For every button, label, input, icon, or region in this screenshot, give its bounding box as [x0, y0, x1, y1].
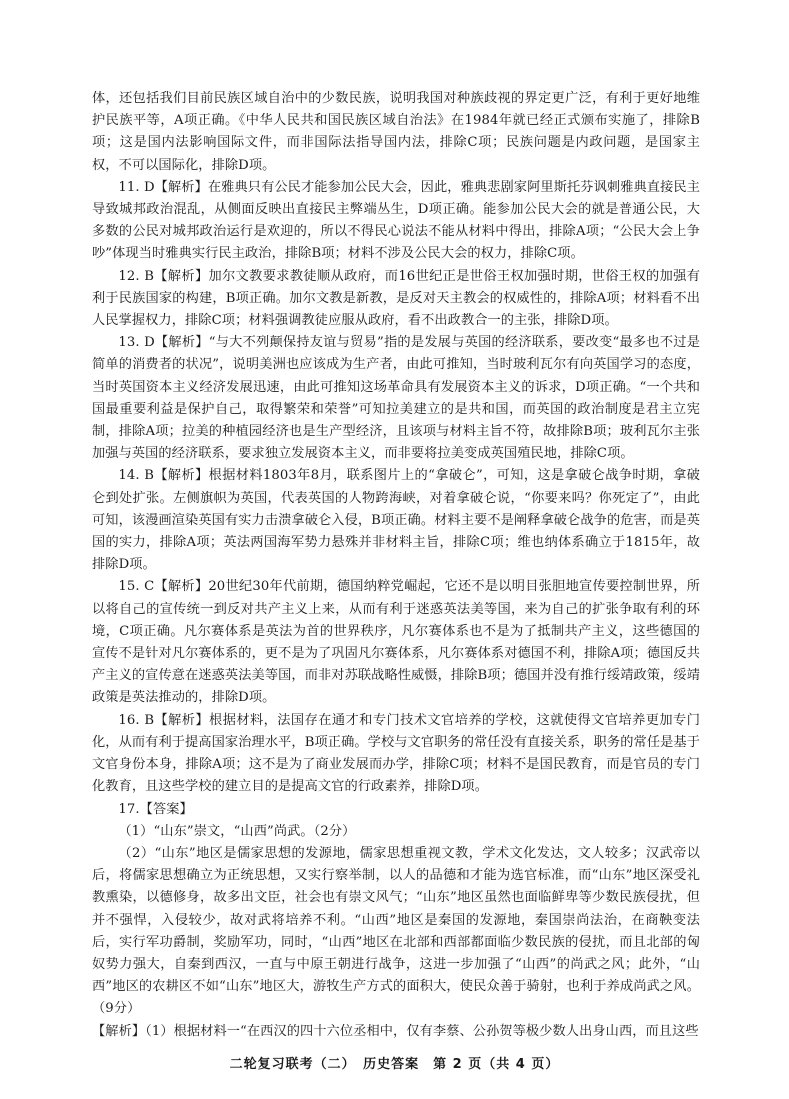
answer-body — [92, 88, 700, 1043]
paragraph-q16: 16. B【解析】根据材料，法国存在通才和专门技术文官培养的学校，这就使得文官培养更加专门化，从而有利于提高国家治理水平，B项正确。学校与文官职务的常任没有直接关系，职务的常任是基于文官身份本身，排除A项；这不是为了商业发展而办学，排除C项；材料不是国民教育，而是官员的专门化教育，且这些学校的建立目的是提高文官的行政素养，排除D项。 — [92, 712, 700, 795]
paragraph-q17-answer-1: （1）“山东”崇文，“山西”尚武。（2分） — [118, 823, 356, 839]
paragraph-q17-analysis: 【解析】（1）根据材料一“在西汉的四十六位丞相中，仅有李蔡、公孙贺等极少数人出身山西，而且这些 — [92, 1023, 699, 1039]
paragraph-q12: 12. B【解析】加尔文教要求教徒顺从政府，而16世纪正是世俗王权加强时期，世俗王权的加强有利于民族国家的构建，B项正确。加尔文教是新教，是反对天主教会的权威性的，排除A项；材料看不出人民掌握权力，排除C项；材料强调教徒应服从政府，看不出政教合一的主张，排除D项。 — [92, 268, 700, 329]
paragraph-q17-heading: 17.【答案】 — [118, 801, 193, 817]
paragraph-continuation-10: 体，还包括我们目前民族区域自治中的少数民族，说明我国对种族歧视的界定更广泛，有利于更好地维护民族平等，A项正确。《中华人民共和国民族区域自治法》在1984年就已经正式颁布实施了，排除B项；这是国内法影响国际文件，而非国际法指导国内法，排除C项；民族问题是内政问题，是国家主权，不可以国际化，排除D项。 — [92, 91, 700, 173]
paragraph-q13: 13. D【解析】“与大不列颠保持友谊与贸易”指的是发展与英国的经济联系，要改变“最多也不过是简单的消费者的状况”，说明美洲也应该成为生产者，由此可推知，当时玻利瓦尔有向英国学习的态度，当时英国资本主义经济发展迅速，由此可推知这场革命具有发展资本主义的诉求，D项正确。“一个共和国最重要利益是保护自己，取得繁荣和荣誉”可知拉美建立的是共和国，而英国的政治制度是君主立宪制，排除A项；拉美的种植园经济也是生产型经济，且该项与材料主旨不符，故排除B项；玻利瓦尔主张加强与英国的经济联系，要求独立发展资本主义，而非要将拉美变成英国殖民地，排除C项。 — [92, 335, 700, 462]
paragraph-q14: 14. B【解析】根据材料1803年8月，联系图片上的“拿破仑”，可知，这是拿破仑战争时期，拿破仑到处扩张。左侧旗帜为英国，代表英国的人物跨海峡，对着拿破仑说，“你要来吗？你死定了”，由此可知，该漫画渲染英国有实力击溃拿破仑入侵，B项正确。材料主要不是阐释拿破仑战争的危害，而是英国的实力，排除A项；英法两国海军势力悬殊并非材料主旨，排除C项；维也纳体系确立于1815年，故排除D项。 — [92, 468, 700, 573]
paragraph-q11: 11. D【解析】在雅典只有公民才能参加公民大会，因此，雅典悲剧家阿里斯托芬讽刺雅典直接民主导致城邦政治混乱，从侧面反映出直接民主弊端丛生，D项正确。能参加公民大会的就是普通公民，大多数的公民对城邦政治运行是欢迎的，所以不得民心说法不能从材料中得出，排除A项；“公民大会上争吵”体现当时雅典实行民主政治，排除B项；材料不涉及公民大会的权力，排除C项。 — [92, 179, 700, 262]
page-footer: 二轮复习联考（二） 历史答案 第 2 页（共 4 页） — [229, 1057, 560, 1072]
paragraph-q15: 15. C【解析】20世纪30年代前期，德国纳粹党崛起，它还不是以明目张胆地宣传要控制世界，所以将自己的宣传统一到反对共产主义上来，从而有利于迷惑英法美等国，来为自己的扩张争取有利的环境，C项正确。凡尔赛体系是英法为首的世界秩序，凡尔赛体系也不是为了抵制共产主义，这些德国的宣传不是针对凡尔赛体系的，更不是为了巩固凡尔赛体系，凡尔赛体系对德国不利，排除A项；德国反共产主义的宣传意在迷惑英法美等国，而非对苏联战略性威慑，排除B项；德国并没有推行绥靖政策，绥靖政策是英法推动的，排除D项。 — [92, 579, 700, 706]
paragraph-q17-answer-2: （2）“山东”地区是儒家思想的发源地，儒家思想重视文教，学术文化发达，文人较多；汉武帝以后，将儒家思想确立为正统思想，又实行察举制，以人的品德和才能为选官标准，而“山东”地区深受礼教熏染，以德修身，故多出文臣，社会也有崇文风气；“山东”地区虽然也面临鲜卑等少数民族侵扰，但并不强悍，入侵较少，故对武将培养不利。“山西”地区是秦国的发源地，秦国崇尚法治，在商鞅变法后，实行军功爵制，奖励军功，同时，“山西”地区在北部和西部都面临少数民族的侵扰，而且北部的匈奴势力强大，自秦到西汉，一直与中原王朝进行战争，这进一步加强了“山西”的尚武之风；此外，“山西”地区的农耕区不如“山东”地区大，游牧生产方式的面积大，使民众善于骑射，也利于养成尚武之风。（9分） — [92, 845, 700, 1017]
